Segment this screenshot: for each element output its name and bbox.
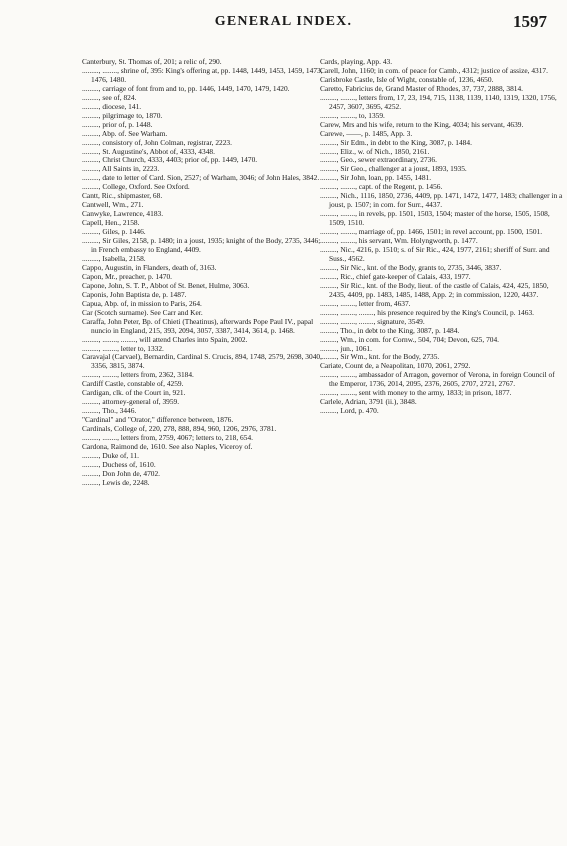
index-entry: ........., attorney-general of, 3959. xyxy=(82,397,180,407)
index-entry: ........., Duke of, 11. xyxy=(82,450,139,460)
index-entry: Cariate, Count de, a Neapolitan, 1070, 2061, 2792. xyxy=(320,361,471,371)
index-entry: ........., date to letter of Card. Sion, 2527; of Warham, 3046; of John Hales, 3842. xyxy=(82,173,320,183)
index-entry: Capone, John, S. T. P., Abbot of St. Benet, Hulme, 3063. xyxy=(82,280,250,290)
index-entry: ........., All Saints in, 2223. xyxy=(82,164,160,174)
index-entry: ........., Nic., 4216, p. 1510; s. of Sir Ric., 424, 1977, 2161; sheriff of Surr. and Suss., 4562. xyxy=(320,245,550,263)
index-entry: ........., ........, ........, his presence required by the King's Council, p. 1463. xyxy=(320,307,534,317)
index-entry: Canwyke, Lawrence, 4183. xyxy=(82,209,164,219)
index-entry: Cardinals, College of, 220, 278, 888, 894, 960, 1206, 2976, 3781. xyxy=(82,424,277,434)
index-entry: "Cardinal" and "Orator," difference between, 1876. xyxy=(82,415,234,425)
index-entry: Cardigan, clk. of the Court in, 921. xyxy=(82,388,186,398)
index-entry: ........., ........, letters from, 17, 23, 194, 715, 1138, 1139, 1140, 1319, 1320, 1756, 2457, 3607, 3695, 4252. xyxy=(320,92,557,111)
index-entry: Carell, John, 1160; in com. of peace for Camb., 4312; justice of assize, 4317. xyxy=(320,65,548,75)
index-entry: ........., Lewis de, 2248. xyxy=(82,477,150,487)
index-entry: ........., Giles, p. 1446. xyxy=(82,227,146,237)
index-entry: ........., College, Oxford. See Oxford. xyxy=(82,182,190,192)
index-entry: ........., Nich., 1116, 1850, 2736, 4409, pp. 1471, 1472, 1477, 1483; challenger in a joust, p. 1507; in com. for Surr., 4437. xyxy=(320,191,563,210)
index-entry: ........., Tho., in debt to the King, 3087, p. 1484. xyxy=(320,325,460,335)
index-entry: ........., Don John de, 4702. xyxy=(82,468,161,478)
index-entry: ........., pilgrimage to, 1870. xyxy=(82,110,163,120)
index-entry: ........., Lord, p. 470. xyxy=(320,406,379,416)
index-entry: Capon, Mr., preacher, p. 1470. xyxy=(82,271,173,281)
index-entry: Cardona, Raimond de, 1610. See also Naples, Viceroy of. xyxy=(82,441,253,451)
index-entry: Cappo, Augustin, in Flanders, death of, 3163. xyxy=(82,262,217,272)
index-entry: ........., ........, letters from, 2759, 4067; letters to, 218, 654. xyxy=(82,433,253,443)
index-entry: ........., ........, shrine of, 395: King's offering at, pp. 1448, 1449, 1453, 1459, 1473, 1476, 1480. xyxy=(82,65,323,84)
index-entry: ........., Geo., sewer extraordinary, 2736. xyxy=(320,155,437,165)
index-entry: ........., ........, letter to, 1332. xyxy=(82,343,164,353)
index-entry: ........., see of, 824. xyxy=(82,92,137,102)
index-entry: ........., Wm., in com. for Cornw., 504, 704; Devon, 625, 704. xyxy=(320,334,500,344)
index-entry: ........., Sir Edm., in debt to the King, 3087, p. 1484. xyxy=(320,137,472,147)
index-entry: ........., ........, his servant, Wm. Holyngworth, p. 1477. xyxy=(320,236,478,246)
index-entry: ........., prior of, p. 1448. xyxy=(82,119,153,129)
index-entry: ........., ........, letter from, 4637. xyxy=(320,298,411,308)
index-entry: ........., ........, letters from, 2362, 3184. xyxy=(82,370,194,380)
index-entry: ........., Sir Nic., knt. of the Body, grants to, 2735, 3446, 3837. xyxy=(320,262,502,272)
index-entry: Carlele, Adrian, 3791 (ii.), 3848. xyxy=(320,397,417,407)
index-entry: ........., ........, ........, signature, 3549. xyxy=(320,316,425,326)
index-entry: Cantt, Ric., shipmaster, 68. xyxy=(82,191,163,201)
index-entry: Carew, Mrs and his wife, return to the King, 4034; his servant, 4639. xyxy=(320,119,524,129)
index-entry: ........., ........, capt. of the Regent, p. 1456. xyxy=(320,182,443,192)
index-column-right xyxy=(320,58,564,416)
index-entry: ........., ........, sent with money to the army, 1833; in prison, 1877. xyxy=(320,388,512,398)
index-entry: ........., ........, marriage of, pp. 1466, 1501; in revel account, pp. 1500, 1501. xyxy=(320,227,543,237)
index-entry: ........., Abp. of. See Warham. xyxy=(82,128,168,138)
index-entry: Caravajal (Carvael), Bernardin, Cardinal S. Crucis, 894, 1748, 2579, 2698, 3040, 3356, 3815, 3874. xyxy=(82,352,322,371)
index-entry: ........., jun., 1061. xyxy=(320,343,372,353)
index-entry: ........., St. Augustine's, Abbot of, 4333, 4348. xyxy=(82,146,215,156)
index-entry: ........., Ric., chief gate-keeper of Calais, 433, 1977. xyxy=(320,271,471,281)
index-entry: ........., ........, ambassador of Arragon, governor of Verona, in foreign Council of the Emperor, 1736, 2014, 2095, 2376, 2605, 2707, 2721, 2767. xyxy=(320,370,555,389)
index-entry: ........., ........, ........, will attend Charles into Spain, 2002. xyxy=(82,334,248,344)
index-entry: Cards, playing, App. 43. xyxy=(320,57,393,66)
index-entry: ........., consistory of, John Colman, registrar, 2223. xyxy=(82,137,232,147)
index-entry: Caraffa, John Peter, Bp. of Chieti (Theatinus), afterwards Pope Paul IV., papal nuncio in England, 215, 393, 2094, 3057, 3387, 3414, 3614, p. 1468. xyxy=(82,316,314,335)
index-entry: Carisbroke Castle, Isle of Wight, constable of, 1236, 4650. xyxy=(320,74,494,84)
index-entry: Cantwell, Wm., 271. xyxy=(82,200,144,210)
index-entry: ........., Eliz., w. of Nich., 1850, 2161. xyxy=(320,146,430,156)
index-entry: ........., Sir Wm., knt. for the Body, 2735. xyxy=(320,352,440,362)
index-entry: Cardiff Castle, constable of, 4259. xyxy=(82,379,184,389)
index-entry: Caponis, John Baptista de, p. 1487. xyxy=(82,289,187,299)
index-entry: Carewe, ——, p. 1485, App. 3. xyxy=(320,128,413,138)
index-entry: ........., carriage of font from and to, pp. 1446, 1449, 1470, 1479, 1420. xyxy=(82,83,290,93)
index-entry: Car (Scotch surname). See Carr and Ker. xyxy=(82,307,203,317)
index-entry: ........., Sir Ric., knt. of the Body, lieut. of the castle of Calais, 424, 425, 1850, 2435, 4409, pp. 1483, 1485, 1488, App. 2; in commission, 1220, 4437. xyxy=(320,280,549,299)
index-entry: Capua, Abp. of, in mission to Paris, 264. xyxy=(82,298,202,308)
index-entry: Canterbury, St. Thomas of, 201; a relic of, 290. xyxy=(82,57,222,66)
page-number: 1597 xyxy=(513,12,547,31)
index-column-left xyxy=(82,58,326,488)
index-entry: ........., Sir John, loan, pp. 1455, 1481. xyxy=(320,173,432,183)
index-entry: ........., Christ Church, 4333, 4403; prior of, pp. 1449, 1470. xyxy=(82,155,258,165)
index-entry: Capell, Hen., 2158. xyxy=(82,218,140,228)
page-header xyxy=(0,6,567,34)
index-entry: ........., ........, in revels, pp. 1501, 1503, 1504; master of the horse, 1505, 1508, 1509, 1510. xyxy=(320,209,550,228)
index-entry: ........., Sir Geo., challenger at a joust, 1893, 1935. xyxy=(320,164,467,174)
index-entry: ........., diocese, 141. xyxy=(82,101,142,111)
index-entry: ........., Tho., 3446. xyxy=(82,406,137,416)
index-entry: ........., Sir Giles, 2158, p. 1480; in a joust, 1935; knight of the Body, 2735, 3446; in French embassy to England, 4409. xyxy=(82,236,321,255)
index-entry: Caretto, Fabricius de, Grand Master of Rhodes, 37, 737, 2888, 3814. xyxy=(320,83,524,93)
index-entry: ........., Duchess of, 1610. xyxy=(82,459,156,469)
running-title: GENERAL INDEX. xyxy=(214,14,353,29)
index-entry: ........., Isabella, 2158. xyxy=(82,253,146,263)
index-entry: ........., ........, to, 1359. xyxy=(320,110,385,120)
